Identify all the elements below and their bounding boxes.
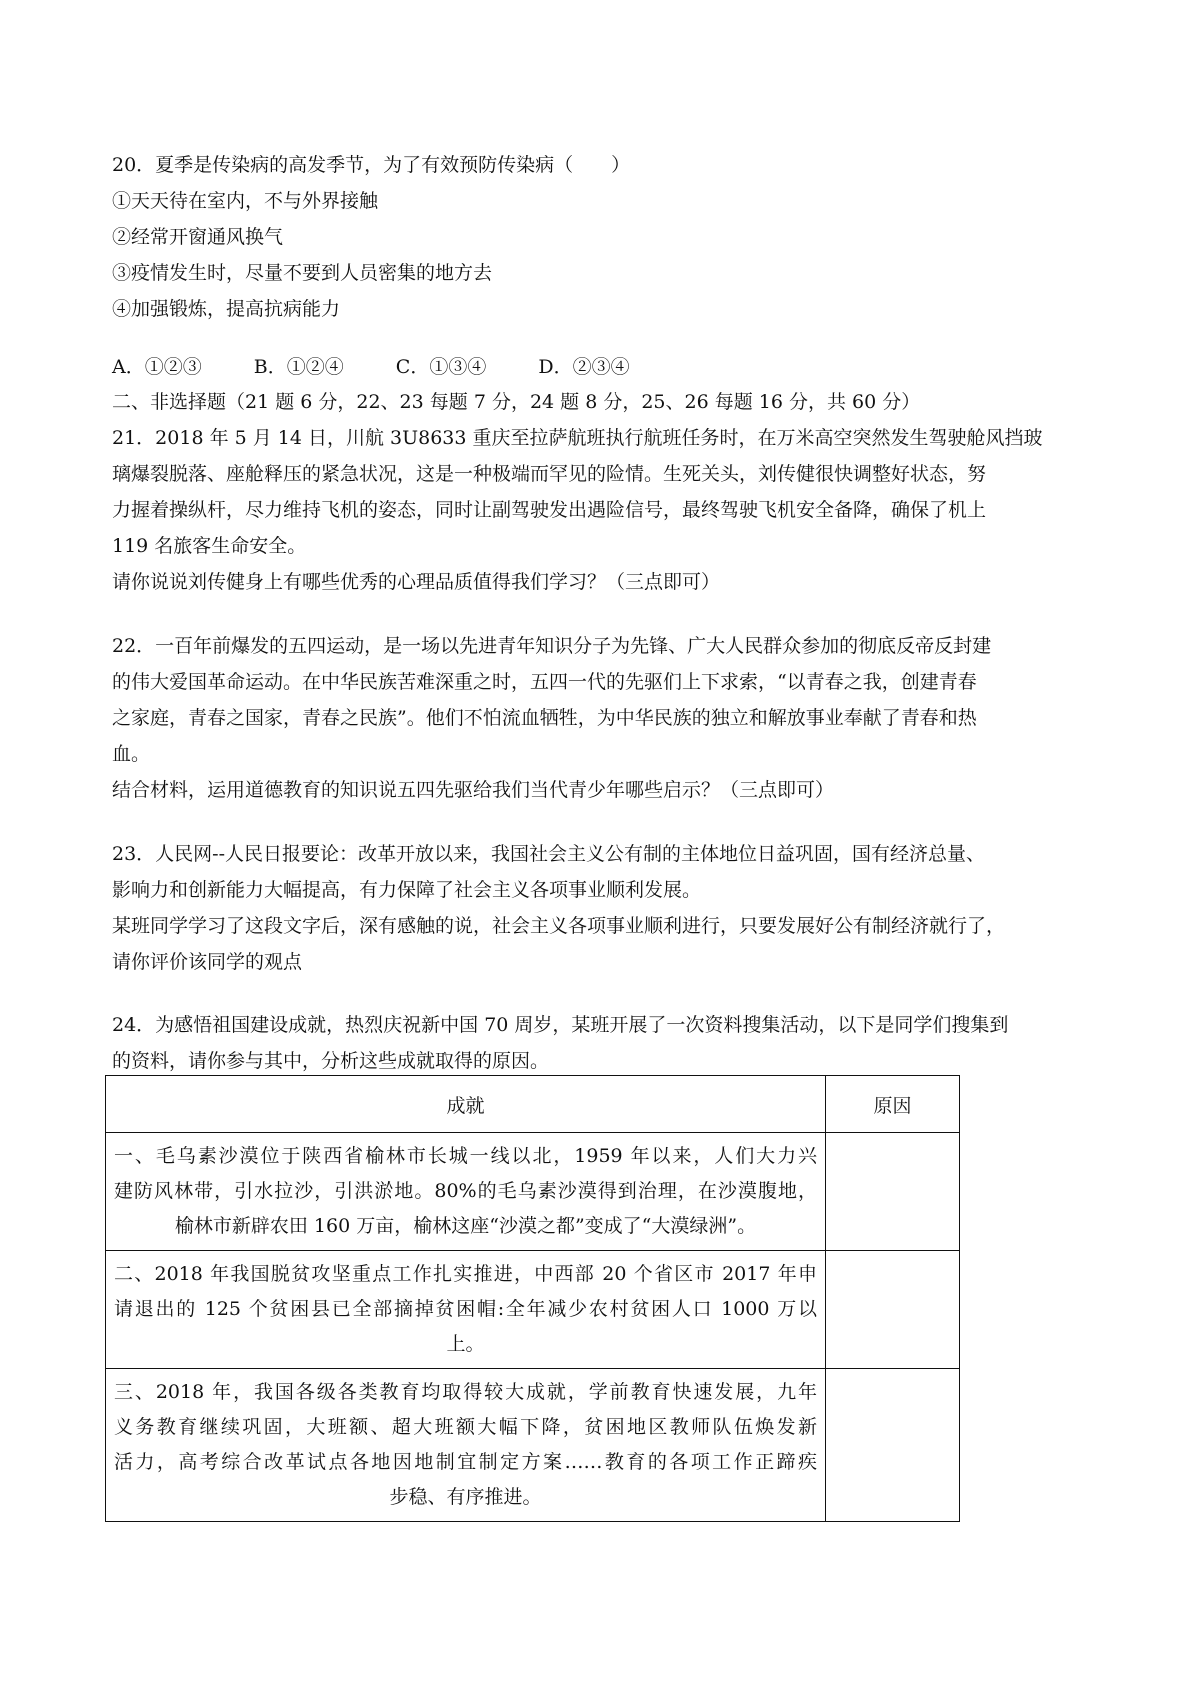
q23-line-1: 23．人民网--人民日报要论：改革开放以来，我国社会主义公有制的主体地位日益巩固，国有经济总量、: [112, 843, 986, 865]
q22-line-1: 22．一百年前爆发的五四运动，是一场以先进青年知识分子为先锋、广大人民群众参加的彻底反帝反封建: [112, 635, 992, 657]
achievement-3-line-2: 义务教育继续巩固，大班额、超大班额大幅下降，贫困地区教师队伍焕发新: [114, 1416, 817, 1438]
q20-item-3: ③疫情发生时，尽量不要到人员密集的地方去: [112, 262, 493, 284]
achievement-2-line-2: 请退出的 125 个贫困县已全部摘掉贫困帽:全年减少农村贫困人口 1000 万以: [114, 1298, 817, 1320]
table-row: [106, 1251, 960, 1369]
q20-choice-c: C．①③④: [395, 356, 487, 378]
q20-choices: [112, 355, 630, 379]
q23-line-4: 请你评价该同学的观点: [112, 951, 303, 973]
q20-choice-b: B．①②④: [253, 356, 344, 378]
achievement-1-line-1: 一、毛乌素沙漠位于陕西省榆林市长城一线以北，1959 年以来，人们大力兴: [114, 1145, 817, 1167]
q20-choice-a: A．①②③: [112, 356, 202, 378]
q21-line-4: 119 名旅客生命安全。: [112, 535, 307, 557]
table-row: [106, 1369, 960, 1522]
q23-line-2: 影响力和创新能力大幅提高，有力保障了社会主义各项事业顺利发展。: [112, 879, 702, 901]
q21-line-2: 璃爆裂脱落、座舱释压的紧急状况，这是一种极端而罕见的险情。生死关头，刘传健很快调整好状态，努: [112, 463, 987, 485]
achievement-1-line-3: 榆林市新辟农田 160 万亩，榆林这座“沙漠之都”变成了“大漠绿洲”。: [174, 1215, 757, 1237]
q20-item-1: ①天天待在室内，不与外界接触: [112, 190, 379, 212]
q24-line-1: 24．为感悟祖国建设成就，热烈庆祝新中国 70 周岁，某班开展了一次资料搜集活动，以下是同学们搜集到: [112, 1014, 1009, 1036]
header-reason: 原因: [826, 1076, 960, 1133]
section-heading: 二、非选择题（21 题 6 分，22、23 每题 7 分，24 题 8 分，25、26 每题 16 分，共 60 分）: [112, 391, 921, 413]
q21-line-3: 力握着操纵杆，尽力维持飞机的姿态，同时让副驾驶发出遇险信号，最终驾驶飞机安全备降，确保了机上: [112, 499, 987, 521]
achievement-cell-1: [106, 1133, 826, 1251]
q20-item-4: ④加强锻炼，提高抗病能力: [112, 298, 341, 320]
q23-line-3: 某班同学学习了这段文字后，深有感触的说，社会主义各项事业顺利进行，只要发展好公有制经济就行了，: [112, 915, 1006, 937]
q20-choice-d: D．②③④: [538, 356, 630, 378]
achievement-3-line-3: 活力，高考综合改革试点各地因地制宜制定方案……教育的各项工作正蹄疾: [114, 1451, 817, 1473]
q22-question: 结合材料，运用道德教育的知识说五四先驱给我们当代青少年哪些启示？（三点即可）: [112, 779, 835, 801]
achievement-1-line-2: 建防风林带，引水拉沙，引洪淤地。80%的毛乌素沙漠得到治理，在沙漠腹地，: [114, 1180, 817, 1202]
achievement-2-line-1: 二、2018 年我国脱贫攻坚重点工作扎实推进，中西部 20 个省区市 2017 年申: [114, 1263, 817, 1285]
table-header-row: [106, 1076, 960, 1133]
achievement-cell-3: [106, 1369, 826, 1522]
q21-line-1: 21．2018 年 5 月 14 日，川航 3U8633 重庆至拉萨航班执行航班任务时，在万米高空突然发生驾驶舱风挡玻: [112, 427, 1043, 449]
achievement-cell-2: [106, 1251, 826, 1369]
achievement-3-line-4: 步稳、有序推进。: [389, 1486, 542, 1508]
reason-cell-1[interactable]: [826, 1133, 960, 1251]
q22-line-2: 的伟大爱国革命运动。在中华民族苦难深重之时，五四一代的先驱们上下求索，“以青春之我，创建青春: [112, 671, 977, 693]
q21-question: 请你说说刘传健身上有哪些优秀的心理品质值得我们学习？（三点即可）: [112, 571, 721, 593]
q20-item-2: ②经常开窗通风换气: [112, 226, 284, 248]
q22-line-3: 之家庭，青春之国家，青春之民族”。他们不怕流血牺牲，为中华民族的独立和解放事业奉献了青春和热: [112, 707, 977, 729]
q20-stem: 20．夏季是传染病的高发季节，为了有效预防传染病（ ）: [112, 154, 631, 176]
achievement-3-line-1: 三、2018 年，我国各级各类教育均取得较大成就，学前教育快速发展，九年: [114, 1381, 817, 1403]
q24-line-2: 的资料，请你参与其中，分析这些成就取得的原因。: [112, 1050, 550, 1072]
header-achievement: 成就: [106, 1076, 826, 1133]
reason-cell-3[interactable]: [826, 1369, 960, 1522]
table-row: [106, 1133, 960, 1251]
achievements-table: [105, 1075, 960, 1522]
q22-line-4: 血。: [112, 743, 151, 765]
reason-cell-2[interactable]: [826, 1251, 960, 1369]
achievement-2-line-3: 上。: [446, 1333, 485, 1355]
